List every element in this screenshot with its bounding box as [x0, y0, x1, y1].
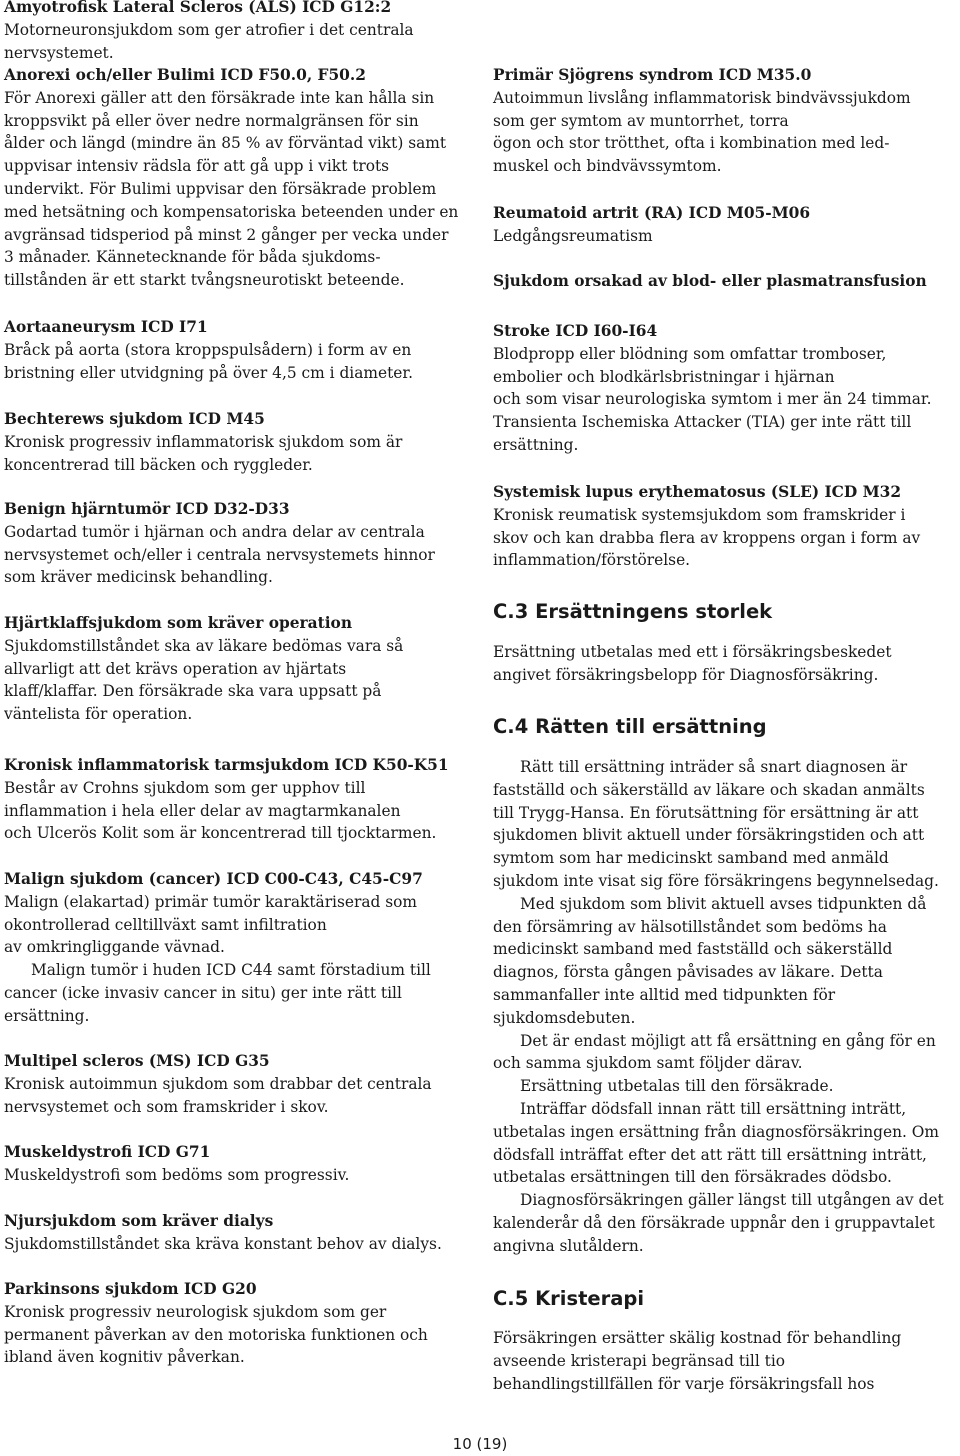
entry-body: Ledgångsreumatism [493, 226, 653, 245]
paragraph: Inträffar dödsfall innan rätt till ersättning inträtt, utbetalas ingen ersättning från diagnosförsäkringen. Om dödsfall inträffat efter det att rätt till ersättning inträtt, utbetalas ersättningen till den försäkrades dödsbo. [493, 1099, 939, 1187]
entry-body: Motorneuronsjukdom som ger atrofier i det centrala nervsystemet. [4, 20, 414, 62]
paragraph: Ersättning utbetalas till den försäkrade. [520, 1077, 834, 1096]
entry-title: Systemisk lupus erythematosus (SLE) ICD M32 [493, 483, 902, 501]
entry-reumatoid [493, 202, 957, 248]
entry-tarmsjukdom [4, 754, 474, 845]
entry-hjarntumor [4, 498, 474, 589]
entry-title: Njursjukdom som kräver dialys [4, 1212, 274, 1230]
entry-cancer [4, 868, 474, 1028]
section-heading-c3: C.3 Ersättningens storlek [493, 600, 773, 623]
paragraph: Ersättning utbetalas med ett i försäkringsbeskedet angivet försäkringsbelopp för Diagnosförsäkring. [493, 643, 892, 684]
entry-title: Kronisk inflammatorisk tarmsjukdom ICD K50-K51 [4, 756, 449, 774]
entry-body: Blodpropp eller blödning som omfattar tromboser, embolier och blodkärlsbristningar i hjärnan och som visar neurologiska symtom i mer än 24 timmar. Transienta Ischemiska Attacker (TIA) ger inte rätt till ersättning. [493, 344, 932, 454]
entry-title: Aortaaneurysm ICD I71 [4, 318, 208, 336]
entry-title: Amyotrofisk Lateral Scleros (ALS) ICD G12:2 [4, 0, 392, 16]
section-c4-body [493, 756, 957, 1258]
entry-body: Malign (elakartad) primär tumör karaktäriserad som okontrollerad celltillväxt samt infiltration av omkringliggande vävnad. [4, 892, 418, 957]
paragraph: Rätt till ersättning inträder så snart diagnosen är fastställd och säkerställd av läkare och skadan anmälts till Trygg-Hansa. En förutsättning för ersättning är att sjukdomen blivit aktuell under försäkringstiden och att symtom som har medicinskt samband med anmäld sjukdom inte visat sig före försäkringens begynnelsedag. [493, 758, 939, 890]
entry-title: Malign sjukdom (cancer) ICD C00-C43, C45-C97 [4, 870, 423, 888]
entry-body: Bråck på aorta (stora kroppspulsådern) i form av en bristning eller utvidgning på över 4,5 cm i diameter. [4, 340, 413, 382]
entry-body: Sjukdomstillståndet ska kräva konstant behov av dialys. [4, 1234, 442, 1253]
paragraph: Diagnosförsäkringen gäller längst till utgången av det kalenderår då den försäkrade uppnår den i gruppavtalet angivna slutåldern. [493, 1191, 944, 1255]
entry-title: Stroke ICD I60-I64 [493, 322, 658, 340]
entry-body: Muskeldystrofi som bedöms som progressiv. [4, 1165, 350, 1184]
entry-parkinson [4, 1278, 474, 1369]
entry-body: Autoimmun livslång inflammatorisk bindvävssjukdom som ger symtom av muntorrhet, torra ögon och stor trötthet, ofta i kombination med led- muskel och bindvävssymtom. [493, 88, 911, 176]
entry-title: Bechterews sjukdom ICD M45 [4, 410, 265, 428]
entry-title: Muskeldystrofi ICD G71 [4, 1143, 211, 1161]
entry-aortaaneurysm [4, 316, 474, 384]
entry-title: Primär Sjögrens syndrom ICD M35.0 [493, 66, 812, 84]
entry-title: Parkinsons sjukdom ICD G20 [4, 1280, 257, 1298]
entry-title: Benign hjärntumör ICD D32-D33 [4, 500, 290, 518]
entry-hjartklaff [4, 612, 474, 726]
section-c3-body [493, 641, 957, 687]
entry-title: Hjärtklaffsjukdom som kräver operation [4, 614, 353, 632]
entry-muskeldystrofi [4, 1141, 474, 1187]
section-heading-c5: C.5 Kristerapi [493, 1287, 645, 1310]
entry-sjogren [493, 64, 957, 178]
paragraph: Med sjukdom som blivit aktuell avses tidpunkten då den försämring av hälsotillståndet som bedöms ha medicinskt samband med fastställd och säkerställd diagnos, första gången påvisades av läkare. Detta sammanfaller inte alltid med tidpunkten för sjukdomsdebuten. [493, 894, 927, 1027]
entry-body: Består av Crohns sjukdom som ger upphov till inflammation i hela eller delar av magtarmkanalen och Ulcerös Kolit som är koncentrerad till tjocktarmen. [4, 778, 437, 843]
entry-body: För Anorexi gäller att den försäkrade inte kan hålla sin kroppsvikt på eller över nedre normalgränsen för sin ålder och längd (mindre än 85 % av förväntad vikt) samt uppvisar intensiv rädsla för att gå upp i vikt trots undervikt. För Bulimi uppvisar den försäkrade problem med hetsätning och kompensatoriska beteenden under en avgränsad tidsperiod på minst 2 gånger per vecka under 3 månader. Kännetecknande för båda sjukdoms- tillstånden är ett starkt tvångsneurotiskt beteende. [4, 88, 459, 290]
section-c5-body [493, 1327, 957, 1395]
entry-bechterew [4, 408, 474, 476]
section-heading-c4: C.4 Rätten till ersättning [493, 715, 767, 738]
entry-njursjukdom [4, 1210, 474, 1256]
entry-stroke [493, 320, 957, 457]
page-number: 10 (19) [452, 1435, 508, 1453]
entry-title: Multipel scleros (MS) ICD G35 [4, 1052, 270, 1070]
entry-title: Reumatoid artrit (RA) ICD M05-M06 [493, 204, 811, 222]
entry-body: Kronisk progressiv inflammatorisk sjukdom som är koncentrerad till bäcken och ryggleder. [4, 432, 403, 474]
entry-anorexi [4, 64, 474, 292]
entry-body: Kronisk autoimmun sjukdom som drabbar det centrala nervsystemet och som framskrider i skov. [4, 1074, 432, 1116]
entry-body: Sjukdomstillståndet ska av läkare bedömas vara så allvarligt att det krävs operation av hjärtats klaff/klaffar. Den försäkrade ska vara uppsatt på väntelista för operation. [4, 636, 404, 724]
entry-als [4, 0, 474, 64]
entry-body: Godartad tumör i hjärnan och andra delar av centrala nervsystemet och/eller i centrala nervsystemets hinnor som kräver medicinsk behandling. [4, 522, 435, 587]
entry-blodtransfusion [493, 270, 957, 293]
paragraph: Försäkringen ersätter skälig kostnad för behandling avseende kristerapi begränsad till tio behandlingstillfällen för varje försäkringsfall hos [493, 1329, 902, 1393]
paragraph: Det är endast möjligt att få ersättning en gång för en och samma sjukdom samt följder därav. [493, 1031, 936, 1073]
entry-body: Kronisk progressiv neurologisk sjukdom som ger permanent påverkan av den motoriska funktionen och ibland även kognitiv påverkan. [4, 1302, 428, 1367]
entry-sle [493, 481, 957, 572]
entry-title: Sjukdom orsakad av blod- eller plasmatransfusion [493, 272, 927, 290]
entry-title: Anorexi och/eller Bulimi ICD F50.0, F50.2 [4, 66, 366, 84]
entry-body: Kronisk reumatisk systemsjukdom som framskrider i skov och kan drabba flera av kroppens organ i form av inflammation/förstörelse. [493, 505, 921, 570]
entry-body-note: Malign tumör i huden ICD C44 samt förstadium till cancer (icke invasiv cancer in situ) ger inte rätt till ersättning. [4, 961, 431, 1025]
entry-ms [4, 1050, 474, 1118]
